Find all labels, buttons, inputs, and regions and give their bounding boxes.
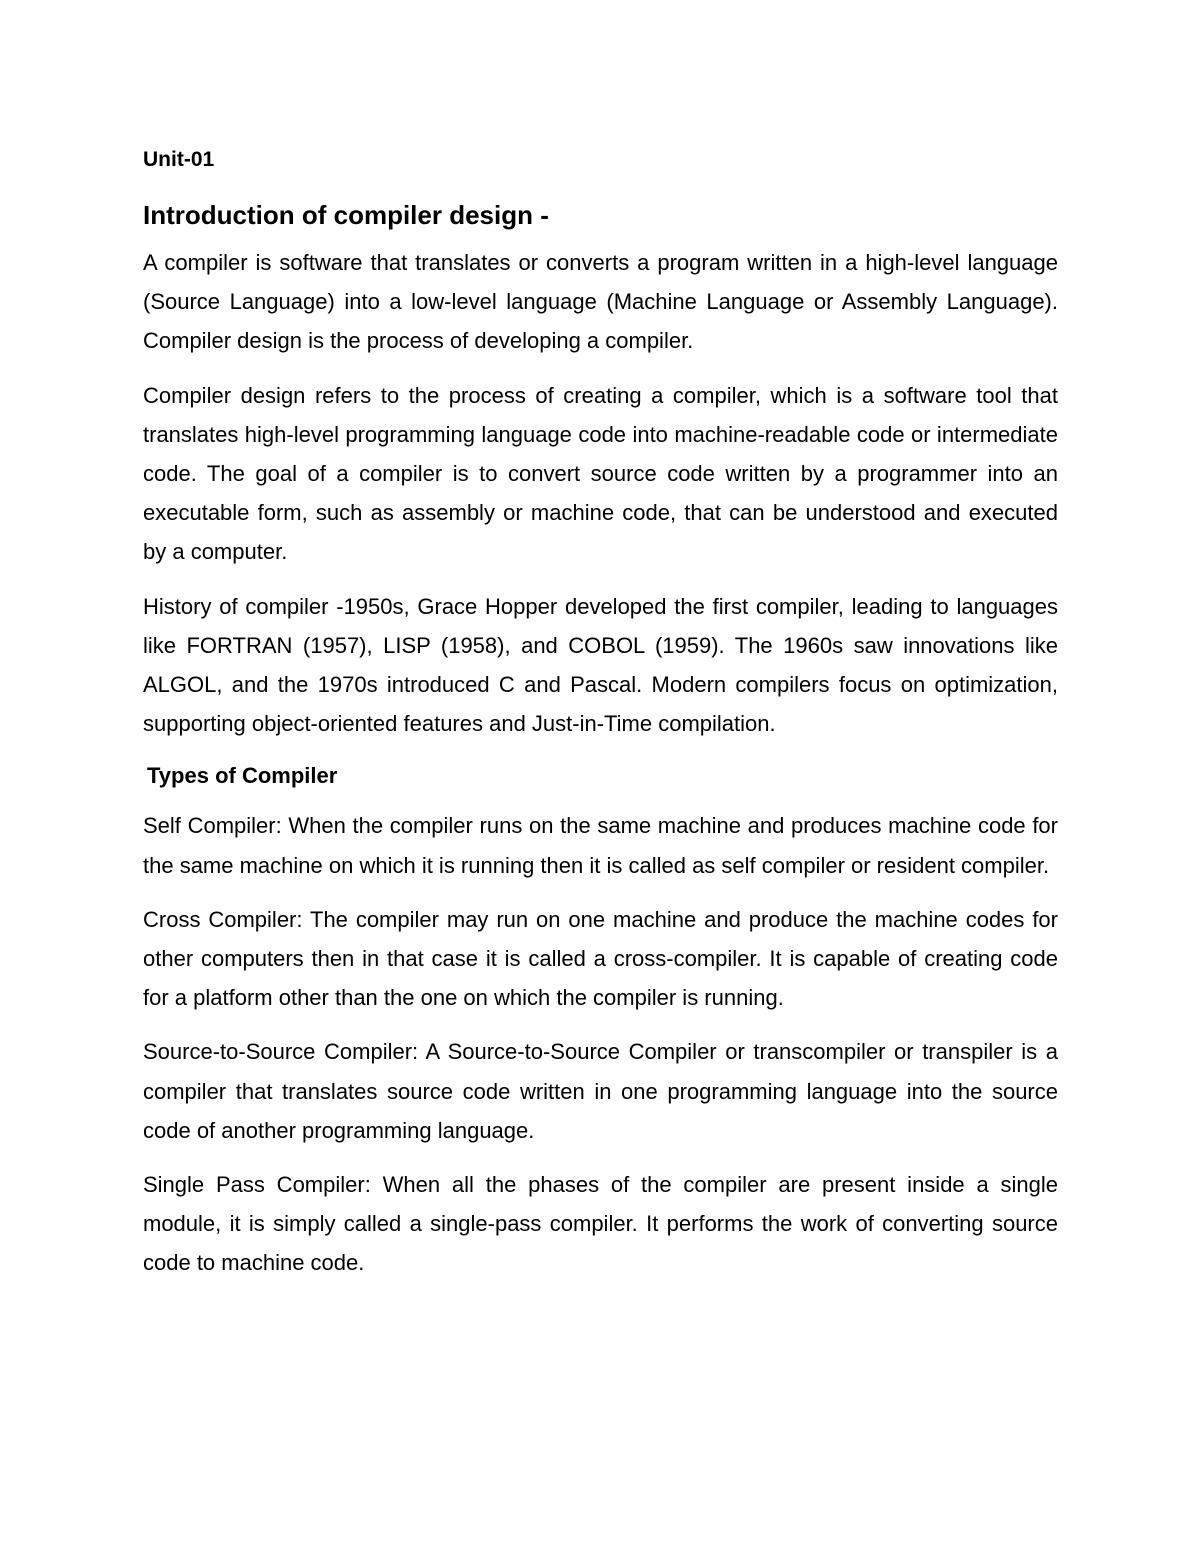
source-to-source-paragraph: Source-to-Source Compiler: A Source-to-Source Compiler or transcompiler or transpiler is a compiler that translates source code written in one programming language into the source code of another programming language. bbox=[143, 1039, 1058, 1143]
intro-paragraph: A compiler is software that translates or converts a program written in a high-level language (Source Language) into a low-level language (Machine Language or Assembly Language). Compiler design is the process of developing a compiler. bbox=[143, 250, 1058, 354]
document-body bbox=[143, 143, 1058, 1298]
unit-label: Unit-01 bbox=[143, 148, 215, 171]
history-paragraph: History of compiler -1950s, Grace Hopper developed the first compiler, leading to languages like FORTRAN (1957), LISP (1958), and COBOL (1959). The 1960s saw innovations like ALGOL, and the 1970s introduced C and Pascal. Modern compilers focus on optimization, supporting object-oriented features and Just-in-Time compilation. bbox=[143, 593, 1058, 737]
design-paragraph: Compiler design refers to the process of creating a compiler, which is a software tool that translates high-level programming language code into machine-readable code or intermediate code. The goal of a compiler is to convert source code written by a programmer into an executable form, such as assembly or machine code, that can be understood and executed by a computer. bbox=[143, 382, 1058, 565]
single-pass-paragraph: Single Pass Compiler: When all the phases of the compiler are present inside a single module, it is simply called a single-pass compiler. It performs the work of converting source code to machine code. bbox=[143, 1172, 1058, 1276]
document-title: Introduction of compiler design - bbox=[143, 200, 549, 230]
types-heading: Types of Compiler bbox=[147, 763, 338, 789]
cross-compiler-paragraph: Cross Compiler: The compiler may run on one machine and produce the machine codes for other computers then in that case it is called a cross-compiler. It is capable of creating code for a platform other than the one on which the compiler is running. bbox=[143, 906, 1058, 1011]
self-compiler-paragraph: Self Compiler: When the compiler runs on the same machine and produces machine code for the same machine on which it is running then it is called as self compiler or resident compiler. bbox=[143, 813, 1058, 878]
